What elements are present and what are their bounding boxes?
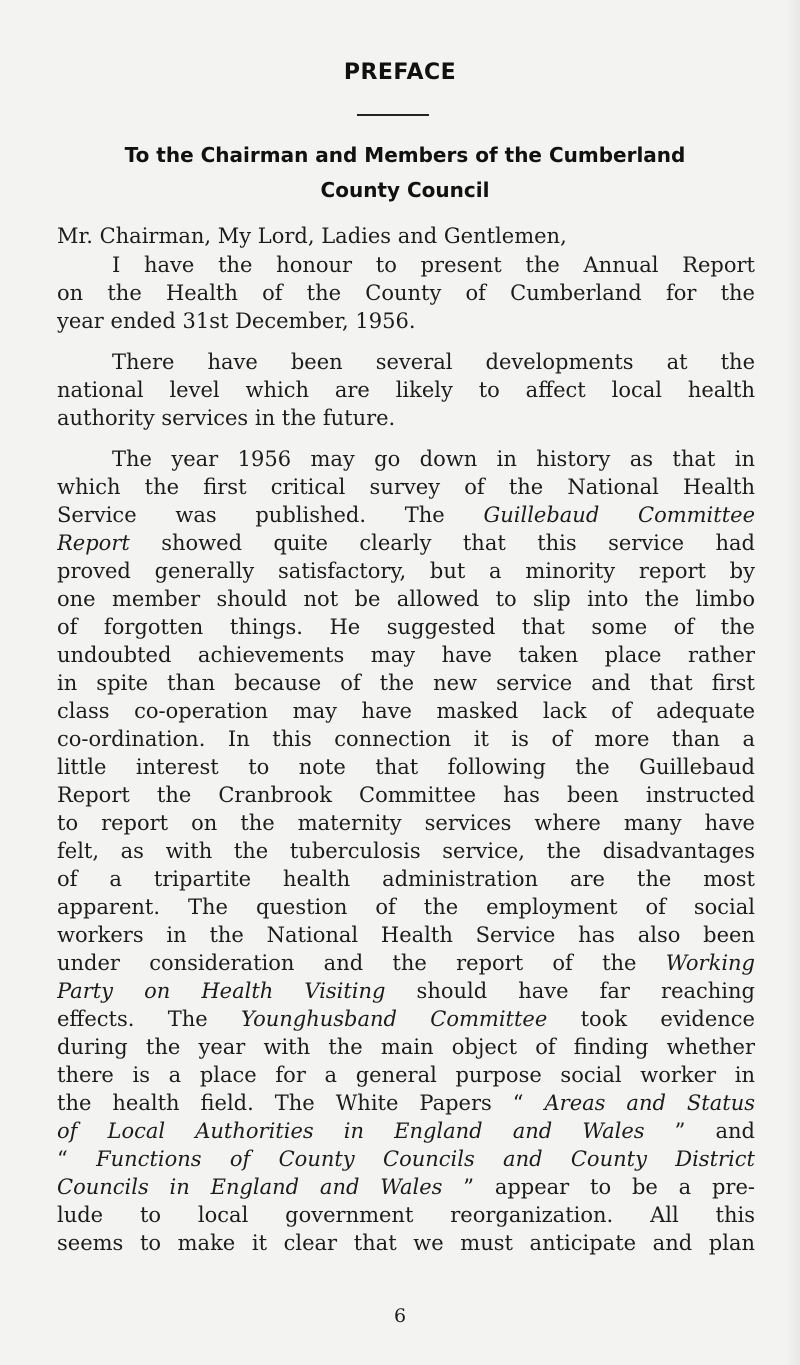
text-line: seems to make it clear that we must anticipate and plan (57, 1231, 755, 1255)
text-run: “ (57, 1147, 97, 1171)
page-edge-shadow (786, 0, 800, 1365)
text-line: during the year with the main object of finding whether (57, 1035, 755, 1059)
report-name: Working (665, 951, 755, 975)
paper-title: Councils in England and Wales (57, 1175, 443, 1199)
report-name: Report (57, 531, 130, 555)
page-title: PREFACE (343, 60, 457, 85)
address-block (60, 138, 750, 208)
text-line: in spite than because of the new service and that first (57, 671, 755, 695)
text-run: Service was published. The (57, 503, 484, 527)
committee-name: Younghusband Committee (241, 1007, 548, 1031)
text-line: co-ordination. In this connection it is of more than a (57, 727, 755, 751)
text-run: showed quite clearly that this service had (129, 531, 755, 555)
paper-title: of Local Authorities in England and Wales (57, 1119, 645, 1143)
text-line (57, 949, 755, 977)
paper-title: Functions of County Councils and County District (96, 1147, 755, 1171)
text-line: Report the Cranbrook Committee has been instructed (57, 783, 755, 807)
committee-name: Guillebaud Committee (483, 503, 755, 527)
report-name: Party on Health Visiting (57, 979, 386, 1003)
text-line: little interest to note that following the Guillebaud (57, 755, 755, 779)
text-line: on the Health of the County of Cumberland for the (57, 281, 755, 305)
text-line: national level which are likely to affect local health (57, 378, 755, 402)
text-line: class co-operation may have masked lack of adequate (57, 699, 755, 723)
text-run: should have far reaching (385, 979, 755, 1003)
text-run: ” appear to be a pre- (442, 1175, 755, 1199)
text-line (57, 501, 755, 529)
text-run: ” and (644, 1119, 755, 1143)
text-run: under consideration and the report of the (57, 951, 666, 975)
text-line: felt, as with the tuberculosis service, the disadvantages (57, 839, 755, 863)
text-line: of a tripartite health administration are the most (57, 867, 755, 891)
text-line: lude to local government reorganization. All this (57, 1203, 755, 1227)
address-line: County Council (320, 178, 490, 202)
text-line (57, 977, 755, 1005)
text-line: The year 1956 may go down in history as that in (112, 447, 755, 471)
text-line: which the first critical survey of the National Health (57, 475, 755, 499)
text-line: workers in the National Health Service has also been (57, 923, 755, 947)
text-run: effects. The (57, 1007, 242, 1031)
text-line: undoubted achievements may have taken place rather (57, 643, 755, 667)
text-line: of forgotten things. He suggested that some of the (57, 615, 755, 639)
text-line: I have the honour to present the Annual Report (112, 253, 755, 277)
text-line: year ended 31st December, 1956. (57, 309, 416, 333)
text-line (57, 1117, 755, 1145)
page-number: 6 (393, 1305, 407, 1327)
heading-divider (357, 114, 429, 116)
text-line: proved generally satisfactory, but a minority report by (57, 559, 755, 583)
text-line: one member should not be allowed to slip into the limbo (57, 587, 755, 611)
text-line: authority services in the future. (57, 406, 396, 430)
text-line (57, 529, 755, 557)
text-line: there is a place for a general purpose social worker in (57, 1063, 755, 1087)
text-line (57, 1173, 755, 1201)
salutation: Mr. Chairman, My Lord, Ladies and Gentlemen, (57, 224, 567, 248)
text-line: There have been several developments at the (112, 350, 755, 374)
text-line: apparent. The question of the employment of social (57, 895, 755, 919)
paper-title: Areas and Status (544, 1091, 755, 1115)
text-line (57, 1145, 755, 1173)
text-line: to report on the maternity services where many have (57, 811, 755, 835)
address-line: To the Chairman and Members of the Cumberland (124, 143, 686, 167)
text-line (57, 1089, 755, 1117)
text-run: the health field. The White Papers “ (57, 1091, 545, 1115)
text-run: took evidence (547, 1007, 755, 1031)
text-line (57, 1005, 755, 1033)
